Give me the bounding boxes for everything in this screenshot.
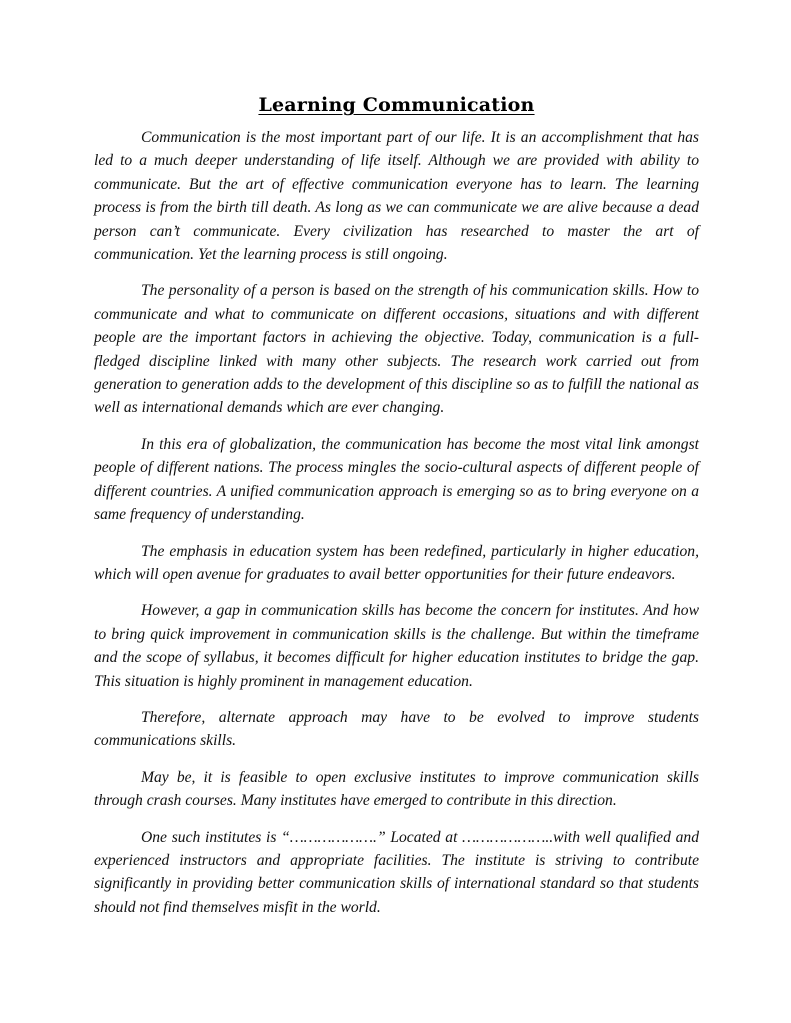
- paragraph-8: One such institutes is “……………….” Located at ………………..with well qualified and experienced instructors and appropriate facilities. The institute is striving to contribute significantly in providing better communication skills of international standard so that students should not find themselves misfit in the world.: [94, 828, 699, 916]
- paragraph-7: May be, it is feasible to open exclusive institutes to improve communication skills through crash courses. Many institutes have emerged to contribute in this direction.: [94, 768, 699, 810]
- paragraph-5: However, a gap in communication skills has become the concern for institutes. And how to bring quick improvement in communication skills is the challenge. But within the timeframe and the scope of syllabus, it becomes difficult for higher education institutes to bridge the gap. This situation is highly prominent in management education.: [94, 602, 699, 690]
- paragraph-6: Therefore, alternate approach may have to be evolved to improve students communications skills.: [94, 708, 699, 750]
- paragraph-2: The personality of a person is based on the strength of his communication skills. How to communicate and what to communicate on different occasions, situations and with different people are the important factors in achieving the objective. Today, communication is a full-fledged discipline linked with many other subjects. The research work carried out from generation to generation adds to the development of this discipline so as to fulfill the national as well as international demands which are ever changing.: [94, 282, 699, 417]
- document-title: Learning Communication: [258, 94, 535, 116]
- paragraph-1: Communication is the most important part of our life. It is an accomplishment that has led to a much deeper understanding of life itself. Although we are provided with ability to communicate. But the art of effective communication everyone has to learn. The learning process is from the birth till death. As long as we can communicate we are alive because a dead person can’t communicate. Every civilization has researched to master the art of communication. Yet the learning process is still ongoing.: [94, 129, 699, 264]
- paragraph-3: In this era of globalization, the communication has become the most vital link amongst people of different nations. The process mingles the socio-cultural aspects of different people of different countries. A unified communication approach is emerging so as to bring everyone on a same frequency of understanding.: [94, 435, 699, 524]
- document-body: [94, 92, 699, 932]
- paragraph-4: The emphasis in education system has been redefined, particularly in higher education, which will open avenue for graduates to avail better opportunities for their future endeavors.: [94, 542, 699, 583]
